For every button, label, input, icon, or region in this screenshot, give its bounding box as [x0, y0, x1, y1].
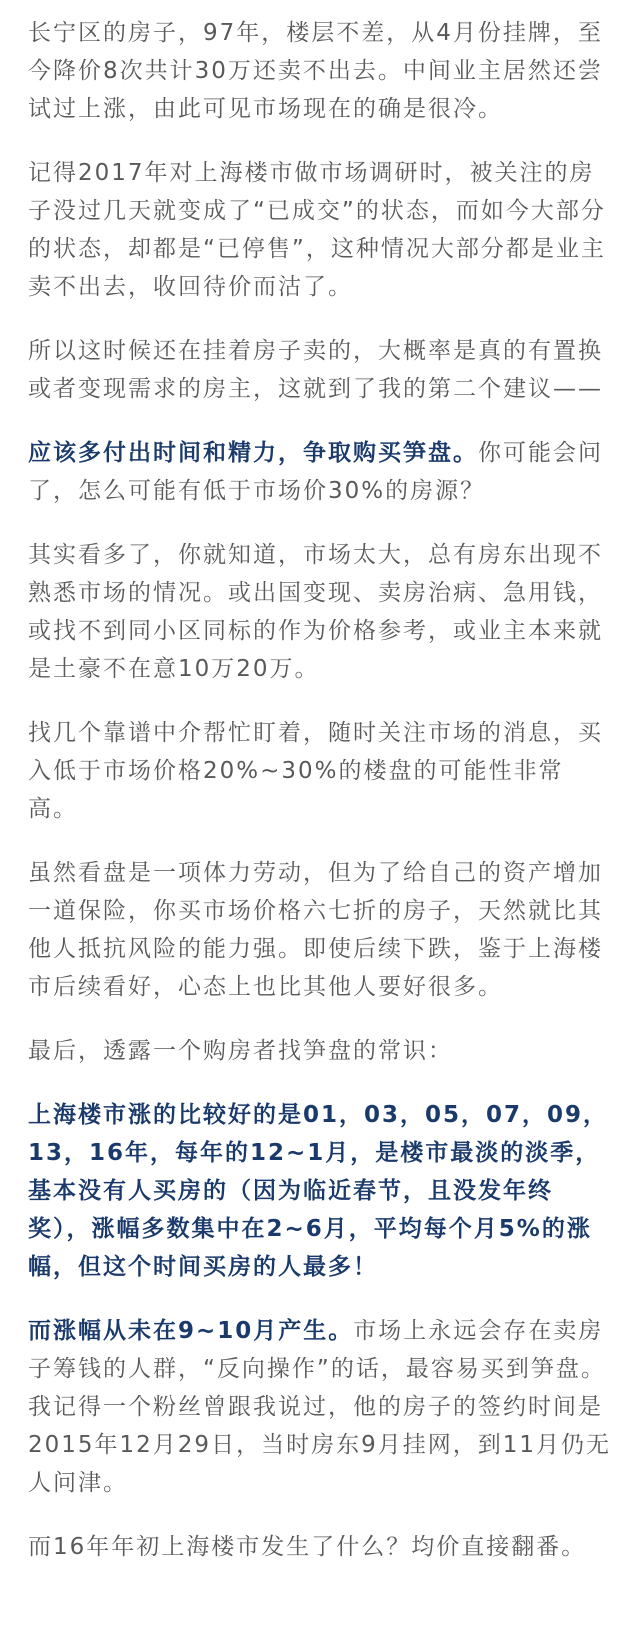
- paragraph-agents-watching: 找几个靠谱中介帮忙盯着，随时关注市场的消息，买入低于市场价格20%~30%的楼盘的可能性非常高。: [28, 720, 603, 822]
- paragraph-real-sellers: 所以这时候还在挂着房子卖的，大概率是真的有置换或者变现需求的房主，这就到了我的第二个建议——: [28, 338, 603, 402]
- highlight-buy-sunpan: 应该多付出时间和精力，争取购买笋盘。: [28, 440, 478, 466]
- paragraph-text: 你可能会问了，怎么可能有低于市场价30%的房源？: [28, 440, 603, 504]
- paragraph-2016-doubling: 而16年年初上海楼市发生了什么？均价直接翻番。: [28, 1534, 587, 1560]
- paragraph-risk-buffer: 虽然看盘是一项体力劳动，但为了给自己的资产增加一道保险，你买市场价格六七折的房子，天然就比其他人抵抗风险的能力强。即使后续下跌，鉴于上海楼市后续看好，心态上也比其他人要好很多。: [28, 860, 603, 1000]
- paragraph-text: 市场上永远会存在卖房子筹钱的人群，“反向操作”的话，最容易买到笋盘。我记得一个粉丝曾跟我说过，他的房子的签约时间是2015年12月29日，当时房东9月挂网，到11月仍无人问津。: [28, 1318, 611, 1496]
- paragraph-listing-story: 长宁区的房子，97年，楼层不差，从4月份挂牌，至今降价8次共计30万还卖不出去。中间业主居然还尝试过上涨，由此可见市场现在的确是很冷。: [28, 20, 603, 122]
- paragraph-market-too-big: 其实看多了，你就知道，市场太大，总有房东出现不熟悉市场的情况。或出国变现、卖房治病、急用钱，或找不到同小区同标的作为价格参考，或业主本来就是土豪不在意10万20万。: [28, 542, 603, 682]
- paragraph-good-years: 上海楼市涨的比较好的是01，03，05，07，09，13，16年，每年的12~1月，是楼市最淡的淡季，基本没有人买房的（因为临近春节，且没发年终奖），涨幅多数集中在2~6月，平均每个月5%的涨幅，但这个时间买房的人最多！: [28, 1102, 609, 1280]
- paragraph-2017-survey: 记得2017年对上海楼市做市场调研时，被关注的房子没过几天就变成了“已成交”的状态，而如今大部分的状态，却都是“已停售”，这种情况大部分都是业主卖不出去，收回待价而沽了。: [28, 160, 606, 300]
- paragraph-never-sep-oct: [28, 1312, 612, 1502]
- paragraph-common-sense-intro: 最后，透露一个购房者找笋盘的常识：: [28, 1038, 453, 1064]
- paragraph-advice-sunpan: [28, 434, 612, 510]
- highlight-never-sep-oct: 而涨幅从未在9~10月产生。: [28, 1318, 354, 1344]
